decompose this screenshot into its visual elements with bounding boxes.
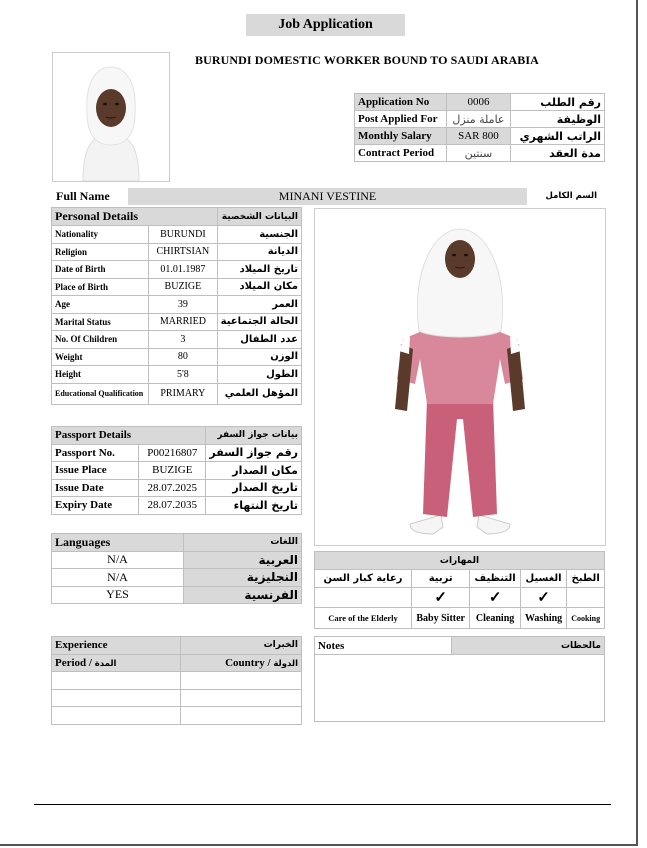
passport-row bbox=[52, 497, 302, 515]
marital-status-label-ar: الحالة الجتماعية bbox=[217, 313, 301, 331]
skills-ar-row bbox=[315, 570, 605, 588]
religion-label-ar: الديانة bbox=[217, 243, 301, 261]
country-label-ar: الدولة bbox=[273, 658, 298, 669]
application-number-label-ar: رقم الطلب bbox=[510, 94, 604, 111]
personal-row bbox=[52, 366, 302, 384]
experience-period-cell bbox=[52, 707, 181, 725]
footer-rule bbox=[34, 804, 611, 805]
application-row bbox=[355, 128, 605, 145]
application-row bbox=[355, 111, 605, 128]
application-row bbox=[355, 145, 605, 162]
personal-details-heading: Personal Details bbox=[52, 208, 218, 226]
monthly-salary-value: SAR 800 bbox=[447, 128, 510, 145]
children-label: No. Of Children bbox=[52, 331, 149, 349]
languages-heading-ar: اللغات bbox=[184, 534, 302, 552]
application-table bbox=[354, 93, 605, 162]
experience-country-cell bbox=[181, 672, 302, 690]
baby-sitter-label: Baby Sitter bbox=[412, 608, 470, 629]
application-number-label: Application No bbox=[355, 94, 447, 111]
age-label: Age bbox=[52, 296, 149, 314]
personal-details-header bbox=[52, 208, 302, 226]
personal-row bbox=[52, 226, 302, 244]
issue-date-label: Issue Date bbox=[52, 479, 139, 497]
passport-details-heading-ar: بيانات جواز السفر bbox=[206, 427, 302, 445]
personal-row bbox=[52, 348, 302, 366]
personal-details-table bbox=[51, 207, 302, 405]
portrait-photo bbox=[52, 52, 170, 182]
place-of-birth-label: Place of Birth bbox=[52, 278, 149, 296]
personal-row bbox=[52, 383, 302, 404]
languages-header bbox=[52, 534, 302, 552]
experience-country-cell bbox=[181, 689, 302, 707]
marital-status-label: Marital Status bbox=[52, 313, 149, 331]
issue-place-label-ar: مكان الصدار bbox=[206, 462, 302, 480]
passport-number-value: P00216807 bbox=[139, 444, 206, 462]
period-label-ar: المدة bbox=[94, 658, 117, 669]
issue-place-label: Issue Place bbox=[52, 462, 139, 480]
place-of-birth-label-ar: مكان الميلاد bbox=[217, 278, 301, 296]
contract-period-label-ar: مدة العقد bbox=[510, 145, 604, 162]
languages-table bbox=[51, 533, 302, 604]
arabic-level: N/A bbox=[52, 551, 184, 569]
period-label: Period / bbox=[55, 656, 95, 669]
expiry-date-value: 28.07.2035 bbox=[139, 497, 206, 515]
arabic-label-ar: العربية bbox=[184, 551, 302, 569]
skills-check-row bbox=[315, 588, 605, 608]
contract-period-value: سنتين bbox=[447, 145, 510, 162]
skills-heading-ar: المهارات bbox=[315, 552, 605, 570]
language-row bbox=[52, 586, 302, 604]
washing-check-icon: ✓ bbox=[520, 588, 566, 608]
height-value: 5'8 bbox=[149, 366, 218, 384]
age-value: 39 bbox=[149, 296, 218, 314]
baby-sitter-label-ar: تربية bbox=[412, 570, 470, 588]
experience-header bbox=[52, 637, 302, 655]
experience-heading: Experience bbox=[52, 637, 181, 655]
washing-label: Washing bbox=[520, 608, 566, 629]
english-level: N/A bbox=[52, 569, 184, 587]
expiry-date-label: Expiry Date bbox=[52, 497, 139, 515]
notes-table bbox=[314, 636, 605, 722]
notes-header bbox=[315, 637, 605, 655]
personal-row bbox=[52, 331, 302, 349]
passport-number-label-ar: رقم جواز السفر bbox=[206, 444, 302, 462]
post-applied-label: Post Applied For bbox=[355, 111, 447, 128]
education-label: Educational Qualification bbox=[52, 383, 149, 404]
personal-row bbox=[52, 296, 302, 314]
passport-number-label: Passport No. bbox=[52, 444, 139, 462]
elderly-care-label: Care of the Elderly bbox=[315, 608, 412, 629]
experience-columns bbox=[52, 654, 302, 672]
application-row bbox=[355, 94, 605, 111]
passport-details-table bbox=[51, 426, 302, 515]
religion-value: CHIRTSIAN bbox=[149, 243, 218, 261]
contract-period-label: Contract Period bbox=[355, 145, 447, 162]
notes-heading-ar: مالحظات bbox=[452, 637, 605, 655]
period-column-header bbox=[52, 654, 181, 672]
age-label-ar: العمر bbox=[217, 296, 301, 314]
education-value: PRIMARY bbox=[149, 383, 218, 404]
children-label-ar: عدد الطفال bbox=[217, 331, 301, 349]
cleaning-label: Cleaning bbox=[470, 608, 520, 629]
document-headline: BURUNDI DOMESTIC WORKER BOUND TO SAUDI ARABIA bbox=[195, 53, 539, 67]
height-label-ar: الطول bbox=[217, 366, 301, 384]
education-label-ar: المؤهل العلمي bbox=[217, 383, 301, 404]
full-name-value: MINANI VESTINE bbox=[128, 188, 527, 205]
language-row bbox=[52, 551, 302, 569]
french-level: YES bbox=[52, 586, 184, 604]
cleaning-check-icon: ✓ bbox=[470, 588, 520, 608]
date-of-birth-label: Date of Birth bbox=[52, 261, 149, 279]
full-name-row bbox=[51, 188, 605, 205]
notes-heading: Notes bbox=[315, 637, 452, 655]
skills-table bbox=[314, 551, 605, 629]
full-name-label-ar: السم الكامل bbox=[545, 191, 597, 201]
weight-value: 80 bbox=[149, 348, 218, 366]
english-label-ar: النجليزية bbox=[184, 569, 302, 587]
weight-label-ar: الوزن bbox=[217, 348, 301, 366]
place-of-birth-value: BUZIGE bbox=[149, 278, 218, 296]
experience-table bbox=[51, 636, 302, 725]
marital-status-value: MARRIED bbox=[149, 313, 218, 331]
personal-row bbox=[52, 278, 302, 296]
nationality-label: Nationality bbox=[52, 226, 149, 244]
personal-row bbox=[52, 313, 302, 331]
passport-details-header bbox=[52, 427, 302, 445]
skills-header bbox=[315, 552, 605, 570]
expiry-date-label-ar: تاريخ النتهاء bbox=[206, 497, 302, 515]
monthly-salary-label-ar: الراتب الشهري bbox=[510, 128, 604, 145]
passport-row bbox=[52, 462, 302, 480]
experience-row bbox=[52, 672, 302, 690]
passport-row bbox=[52, 479, 302, 497]
post-applied-label-ar: الوظيفة bbox=[510, 111, 604, 128]
experience-period-cell bbox=[52, 689, 181, 707]
country-column-header bbox=[181, 654, 302, 672]
passport-row bbox=[52, 444, 302, 462]
passport-details-heading: Passport Details bbox=[52, 427, 206, 445]
washing-label-ar: الغسيل bbox=[520, 570, 566, 588]
country-label: Country / bbox=[225, 656, 274, 669]
languages-heading: Languages bbox=[52, 534, 184, 552]
notes-body-row bbox=[315, 655, 605, 722]
issue-date-value: 28.07.2025 bbox=[139, 479, 206, 497]
experience-row bbox=[52, 707, 302, 725]
height-label: Height bbox=[52, 366, 149, 384]
application-number-value: 0006 bbox=[447, 94, 510, 111]
full-name-label: Full Name bbox=[56, 189, 110, 203]
experience-country-cell bbox=[181, 707, 302, 725]
nationality-value: BURUNDI bbox=[149, 226, 218, 244]
language-row bbox=[52, 569, 302, 587]
monthly-salary-label: Monthly Salary bbox=[355, 128, 447, 145]
experience-row bbox=[52, 689, 302, 707]
experience-period-cell bbox=[52, 672, 181, 690]
page-title: Job Application bbox=[246, 14, 405, 36]
weight-label: Weight bbox=[52, 348, 149, 366]
issue-date-label-ar: تاريخ الصدار bbox=[206, 479, 302, 497]
date-of-birth-label-ar: تاريخ الميلاد bbox=[217, 261, 301, 279]
personal-row bbox=[52, 243, 302, 261]
children-value: 3 bbox=[149, 331, 218, 349]
religion-label: Religion bbox=[52, 243, 149, 261]
full-body-photo bbox=[314, 208, 606, 546]
post-applied-value: عاملة منزل bbox=[447, 111, 510, 128]
skills-en-row bbox=[315, 608, 605, 629]
notes-body bbox=[315, 655, 605, 722]
elderly-care-check bbox=[315, 588, 412, 608]
cooking-check bbox=[567, 588, 605, 608]
personal-row bbox=[52, 261, 302, 279]
nationality-label-ar: الجنسية bbox=[217, 226, 301, 244]
experience-heading-ar: الخبرات bbox=[181, 637, 302, 655]
cooking-label: Cooking bbox=[567, 608, 605, 629]
date-of-birth-value: 01.01.1987 bbox=[149, 261, 218, 279]
cooking-label-ar: الطبخ bbox=[567, 570, 605, 588]
baby-sitter-check-icon: ✓ bbox=[412, 588, 470, 608]
cleaning-label-ar: التنظيف bbox=[470, 570, 520, 588]
issue-place-value: BUZIGE bbox=[139, 462, 206, 480]
elderly-care-label-ar: رعاية كبار السن bbox=[315, 570, 412, 588]
personal-details-heading-ar: البيانات الشخصية bbox=[217, 208, 301, 226]
french-label-ar: الفرنسية bbox=[184, 586, 302, 604]
